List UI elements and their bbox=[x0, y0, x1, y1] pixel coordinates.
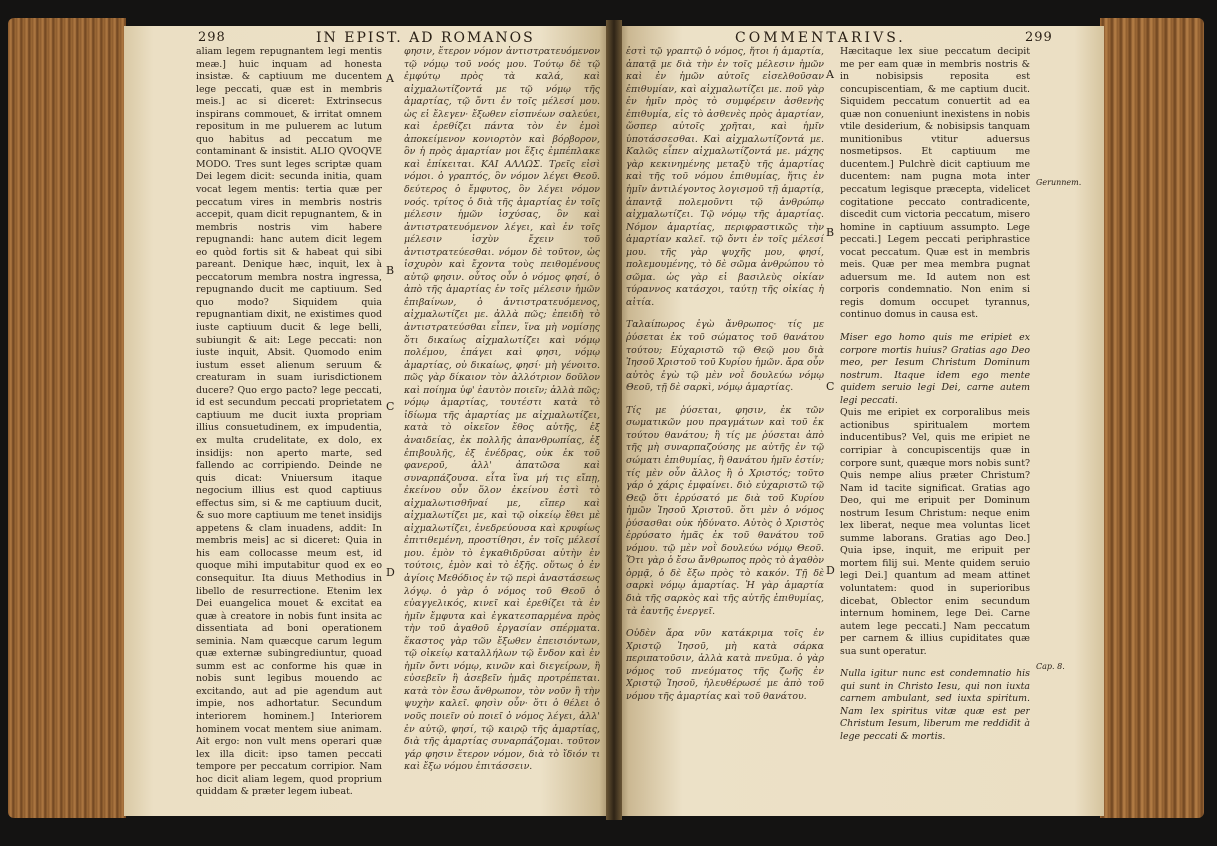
section-letter-b: B bbox=[386, 264, 395, 277]
left-fore-edge bbox=[8, 18, 126, 818]
latin-paragraph: Hæcitaque lex siue peccatum decipit me per eam quæ in membris nostris & in nobisipsis reposita est concupiscentiam, & me captium ducit. Siquidem peccatum conuertit ad ea quæ non conueniunt inexistens in nobis vtile desiderium, & nobisipsis tanquam munitionibus vtitur aduersus nosmetipsos. Et captiuum me ducentem.] Pulchrè dicit captiuum me ducentem: nam pugna mota inter peccatum legisque præcepta, videlicet cogitatione peccato contradicente, discedit cum victoria peccatum, misero homine in captiuum assumpto. Lege peccati.] Legem peccati periphrastice vocat peccatum. Quæ est in membris meis. Quæ per mea membra pugnat aduersum me. Id autem non est corporis condemnatio. Non enim si regis domum occupet tyrannus, continuo domus in causa est. bbox=[840, 46, 1030, 321]
right-greek-column bbox=[626, 46, 824, 810]
latin-verse: Nulla igitur nunc est condemnatio his qui sunt in Christo Iesu, qui non iuxta carnem ambulant, sed iuxta spiritum. Nam lex spiritus vitæ quæ est per Christum Iesum, liberum me reddidit à lege peccati & mortis. bbox=[840, 668, 1030, 742]
right-fore-edge bbox=[1100, 18, 1204, 818]
greek-paragraph: φησιν, ἕτερον νόμον ἀντιστρατευόμενον τῷ νόμῳ τοῦ νοός μου. Τούτῳ δὲ τῷ ἐμφύτῳ πρὸς τὰ καλά, καὶ αἰχμαλωτίζοντά με τῷ νόμῳ τῆς ἁμαρτίας, τῷ ὄντι ἐν τοῖς μέλεσί μου. ὡς εἰ ἔλεγεν· ἔξωθεν εἰσπνέων σαλεύει, καὶ ἐρεθίζει πάντα τὸν ἐν ἐμοὶ ἀποκείμενον κονιορτὸν καὶ βόρβορον, ὃν ἡ πρὸς ἁμαρτίαν μοι ἕξις ἐμπέπλακε καὶ ἐπίκειται. ΚΑΙ ΑΛΛΩΣ. Τρεῖς εἰσὶ νόμοι. ὁ γραπτός, ὃν νόμον λέγει Θεοῦ. δεύτερος ὁ ἔμφυτος, ὃν λέγει νόμον νοός. τρίτος ὁ διὰ τῆς ἁμαρτίας ἐν τοῖς μέλεσιν ἡμῶν ἰσχύσας, ὃν καὶ ἀντιστρατευόμενον λέγει, καὶ ἐν τοῖς μέλεσιν ἰσχὺν ἔχειν τοῦ ἀντιστρατεύεσθαι. νόμον δὲ τοῦτον, ὡς ἰσχυρὸν καὶ ἔχοντα τοὺς πειθομένους αὐτῷ φησιν. οὗτος οὖν ὁ νόμος φησί, ὁ ἀπὸ τῆς ἁμαρτίας ἐν τοῖς μέλεσιν ἡμῶν ἐπιβαίνων, ὁ ἀντιστρατευόμενος, αἰχμαλωτίζει με. ἀλλὰ πῶς; ἐπειδὴ τὸ ἀντιστρατεύσθαι εἶπεν, ἵνα μὴ νομίσῃς ὅτι δικαίως αἰχμαλωτίζει καὶ νόμῳ πολέμου, ἐπάγει καὶ φησι, νόμῳ ἁμαρτίας, οὐ δικαίως, φησί· μὴ γένοιτο. πῶς γὰρ δίκαιον τὸν ἀλλότριον δοῦλον καὶ ποίημα ὑφ' ἑαυτὸν ποιεῖν; ἀλλὰ πῶς; νόμῳ ἁμαρτίας, τουτέστι κατὰ τὸ ἰδίωμα τῆς ἁμαρτίας με αἰχμαλωτίζει, κατὰ τὸ οἰκεῖον ἔθος αὐτῆς, ἐξ ἀναιδείας, ἐκ πολλῆς ἀπανθρωπίας, ἐξ ἐπιβουλῆς, ἐξ ἐνέδρας, οὐκ ἐκ τοῦ φανεροῦ, ἀλλ' ἀπατῶσα καὶ συναρπάζουσα. εἶτα ἵνα μή τις εἴπῃ, ἐκείνου οὖν ὅλον ἐκείνου ἐστὶ τὸ αἰχμαλωτισθῆναί με, εἴπερ καὶ αἰχμαλωτίζει με, καὶ τῷ οἰκείῳ ἔθει μὲ αἰχμαλωτίζει, ἐνεδρεύουσα καὶ κρυφίως ἐπιτιθεμένη, προστίθησι, ἐν τοῖς μέλεσί μου. ἐμὸν τὸ ἐγκαθιδρῦσαι αὐτὴν ἐν τούτοις, ἐμὸν καὶ τὸ ἐξῆς. οὕτως ὁ ἐν ἁγίοις Μεθόδιος ἐν τῷ περὶ ἀναστάσεως λόγῳ. ὁ γὰρ ὁ νόμος τοῦ Θεοῦ ὁ εὐαγγελικός, κινεῖ καὶ ἐρεθίζει τὰ ἐν ἡμῖν ἔμφυτα καὶ ἐγκατεσπαρμένα πρὸς τὴν τοῦ ἀγαθοῦ ἐργασίαν σπέρματα. ἕκαστος γὰρ τῶν ἔξωθεν ἐπεισιόντων, τῷ οἰκείῳ καταλλήλων τῷ ἔνδον καὶ ἐν ἡμῖν ὄντι νόμῳ, κινῶν καὶ διεγείρων, ἢ εὐσεβεῖν ἢ ἀσεβεῖν ἡμᾶς προτρέπεται. κατὰ τὸν ἔσω ἄνθρωπον, τὸν νοῦν ἢ τὴν ψυχὴν καλεῖ. φησὶν οὖν· ὅτι ὁ θέλει ὁ νοῦς ποιεῖν οὐ ποιεῖ ὁ νόμος λέγει, ἀλλ' ἐν αὐτῷ, φησί, τῷ καιρῷ τῆς ἁμαρτίας, διὰ τῆς ἁμαρτίας συναρπάζομαι. τοῦτον γάρ φησιν ἕτερον νόμον, διὰ τὸ ἴδιόν τι καὶ ἔξω νόμου ἐπιτάσσειν. bbox=[404, 46, 600, 773]
left-running-title: IN EPIST. AD ROMANOS bbox=[316, 30, 535, 46]
latin-paragraph: Quis me eripiet ex corporalibus meis actionibus spiritualem mortem inducentibus? Vel, quis me eripiet ne corripiar à concupiscentijs quæ in corpore sunt, quæque mors nobis sunt? Quis nempe alius præter Christum? Nam id tacite significat. Gratias ago Deo, qui me eripuit per Dominum nostrum Iesum Christum: neque enim lex liberat, neque mea voluntas licet summe laborans. Gratias ago Deo.] Quia ipse, inquit, me eripuit per mortem filij sui. Mente quidem seruio legi Dei.] quantum ad meam attinet voluntatem: quod in superioribus dicebat, Oblector enim secundum internum hominem, lege Dei. Carne autem lege peccati.] Nam peccatum per carnem & illius cupiditates quæ sua sunt operatur. bbox=[840, 407, 1030, 657]
section-letter-a: A bbox=[386, 72, 394, 85]
margin-note: Cap. 8. bbox=[1036, 662, 1065, 671]
section-letter-a: A bbox=[826, 68, 834, 81]
section-letter-c: C bbox=[826, 380, 835, 393]
latin-verse: Miser ego homo quis me eripiet ex corpore mortis huius? Gratias ago Deo meo, per Iesum Christum Dominum nostrum. Itaque idem ego mente quidem seruio legi Dei, carne autem legi peccati. bbox=[840, 332, 1030, 406]
right-running-title: COMMENTARIVS. bbox=[735, 30, 906, 46]
left-greek-column bbox=[404, 46, 600, 810]
latin-paragraph: aliam legem repugnantem legi mentis meæ.] huic inquam ad honesta insistæ. & captiuum me ducentem lege peccati, quæ est in membris meis.] ac si diceret: Extrinsecus inspirans commouet, & irritat omnem repositum in me puluerem ac lutum quo habitus ad peccatum me contaminant & insistit. ALIO QVOQVE MODO. Tres sunt leges scriptæ quam Dei legem dicit: secunda initia, quam vocat legem mentis: tertia quæ per peccatum vires in membris nostris accepit, quam dicit repugnantem, & in membris nostris vim habere repugnandi: hanc autem dicit legem eo quòd fortis sit & habeat qui sibi pareant. Denique hæc, inquit, lex à peccatorum membra nostra ingressa, repugnando ducit me captiuum. Sed quo modo? Siquidem quia repugnantiam dixit, ne existimes quod iuste captiuum ducit & lege belli, subiungit & ait: Lege peccati: non iuste inquit, Absit. Quomodo enim iustum esset alienum seruum & creaturam in suam iurisdictionem ducere? Quo ergo pacto? lege peccati, id est secundum peccati proprietatem captiuum me ducit iuxta propriam illius consuetudinem, ex impudentia, ex multa crudelitate, ex dolo, ex insidijs: non aperto marte, sed fallendo ac corripiendo. Deinde ne quis dicat: Vniuersum itaque negocium illius est quod captiuus effectus sim, si & me captiuum ducit, & suo more captiuum me tenet insidijs appetens & clam inuadens, addit: In membris meis] ac si diceret: Quia in his eam collocasse meum est, id quoque mihi imputabitur quod ex eo consequitur. Ita diuus Methodius in libello de resurrectione. Etenim lex Dei euangelica mouet & excitat ea quæ à creatore in nobis funt insita ac dissentiata ad boni operationem seminia. Nam quæcque carum legum quæ externæ subingrediuntur, quoad summ est ac conforme his quæ in nobis sunt legibus mouendo ac excitando, aut ad pie agendum aut impie, nos adhortatur. Secundum interiorem hominem.] Interiorem hominem vocat mentem siue animam. Ait ergo: non vult mens operari quæ lex illa dicit: ipso tamen peccati tempore per peccatum corripior. Nam hoc dicit aliam legem, quod proprium quiddam & præter legem iubeat. bbox=[196, 46, 382, 798]
book-gutter bbox=[606, 20, 622, 820]
greek-verse: Οὐδὲν ἄρα νῦν κατάκριμα τοῖς ἐν Χριστῷ Ἰησοῦ, μὴ κατὰ σάρκα περιπατοῦσιν, ἀλλὰ κατὰ πνεῦμα. ὁ γὰρ νόμος τοῦ πνεύματος τῆς ζωῆς ἐν Χριστῷ Ἰησοῦ, ἠλευθέρωσέ με ἀπὸ τοῦ νόμου τῆς ἁμαρτίας καὶ τοῦ θανάτου. bbox=[626, 628, 824, 702]
left-page-number: 298 bbox=[198, 30, 226, 45]
section-letter-d: D bbox=[826, 564, 835, 577]
right-latin-column bbox=[840, 46, 1030, 810]
section-letter-c: C bbox=[386, 400, 395, 413]
section-letter-d: D bbox=[386, 566, 395, 579]
section-letter-b: B bbox=[826, 226, 835, 239]
margin-note: Gerunnem. bbox=[1036, 178, 1082, 187]
greek-verse: Ταλαίπωρος ἐγὼ ἄνθρωπος· τίς με ῥύσεται ἐκ τοῦ σώματος τοῦ θανάτου τούτου; Εὐχαριστῶ τῷ Θεῷ μου διὰ Ἰησοῦ Χριστοῦ τοῦ Κυρίου ἡμῶν. ἄρα οὖν αὐτὸς ἐγὼ τῷ μὲν νοῒ δουλεύω νόμῳ Θεοῦ, τῇ δὲ σαρκὶ, νόμῳ ἁμαρτίας. bbox=[626, 319, 824, 394]
greek-paragraph: Τίς με ῥύσεται, φησιν, ἐκ τῶν σωματικῶν μου πραγμάτων καὶ τοῦ ἐκ τούτου θανάτου; ἢ τίς με ῥύσεται ἀπὸ τῆς μὴ συναρπαζούσης με αὐτῆς ἐν τῷ σώματι ἐπιθυμίας, ἢ θανάτου ἡμῖν ἐστίν; τίς μὲν οὖν ἄλλος ἢ ὁ Χριστός; τοῦτο γάρ ὁ χάρις ἐμφαίνει. διὸ εὐχαριστῶ τῷ Θεῷ ὅτι ἐρρύσατό με διὰ τοῦ Κυρίου ἡμῶν Ἰησοῦ Χριστοῦ. ὅτι μὲν ὁ νόμος ῥύσασθαι οὐκ ἠδύνατο. Αὐτὸς ὁ Χριστὸς ἐρρύσατο ἡμᾶς ἐκ τοῦ θανάτου τοῦ νόμου. τῷ μὲν νοῒ δουλεύω νόμῳ Θεοῦ. Ὅτι γὰρ ὁ ἔσω ἄνθρωπος πρὸς τὸ ἀγαθὸν ὁρμᾷ, ὁ δὲ ἔξω πρὸς τὸ κακόν. Τῇ δὲ σαρκὶ νόμῳ ἁμαρτίας. Ἡ γὰρ ἁμαρτία διὰ τῆς σαρκὸς καὶ τῆς αὐτῆς ἐπιθυμίας, τὰ ἑαυτῆς ἐνεργεῖ. bbox=[626, 404, 824, 617]
left-latin-column bbox=[196, 46, 382, 810]
right-page-number: 299 bbox=[1025, 30, 1053, 45]
greek-paragraph: ἐστὶ τῷ γραπτῷ ὁ νόμος, ἤτοι ἡ ἁμαρτία, ἀπατᾷ με διὰ τὴν ἐν τοῖς μέλεσιν ἡμῶν καὶ ἐν ἡμῶν αὐτοῖς εἰσελθοῦσαν ἐπιθυμίαν, καὶ αἰχμαλωτίζει με. ποῦ γὰρ ἐν ἡμῖν πρὸς τὸ συμφέρειν ἀσθενὴς ἐπιθυμία, εἰς τὸ ἀσθενὲς πρὸς ἁμαρτίαν, ὥσπερ αὐτοῖς χρῆται, καὶ ἡμῖν ὑποτάσσεσθαι. Καὶ αἰχμαλωτίζοντά με. Καλῶς εἶπεν αἰχμαλωτίζοντά με. μάχης γὰρ κεκινημένης μεταξὺ τῆς ἁμαρτίας καὶ τῆς τοῦ νόμου ἐπιθυμίας, ἥτις ἐν ἡμῖν ἀντιλέγοντος λογισμοῦ τῇ ἁμαρτίᾳ, ἀπαντᾷ πολεμοῦντι τῷ ἀνθρώπῳ αἰχμαλωτίζει. Τῷ νόμῳ τῆς ἁμαρτίας. Νόμον ἁμαρτίας, περιφραστικῶς τὴν ἁμαρτίαν καλεῖ. τῷ ὄντι ἐν τοῖς μέλεσί μου. τῆς γὰρ ψυχῆς μου, φησί, πολεμουμένης, τὸ δὲ σῶμα ἀνθρώπου τὸ σῶμα. ὡς γὰρ εἰ βασιλεὺς οἰκίαν τύραννος κατάσχοι, ταύτῃ τῆς οἰκίας ἡ αἰτία. bbox=[626, 46, 824, 308]
